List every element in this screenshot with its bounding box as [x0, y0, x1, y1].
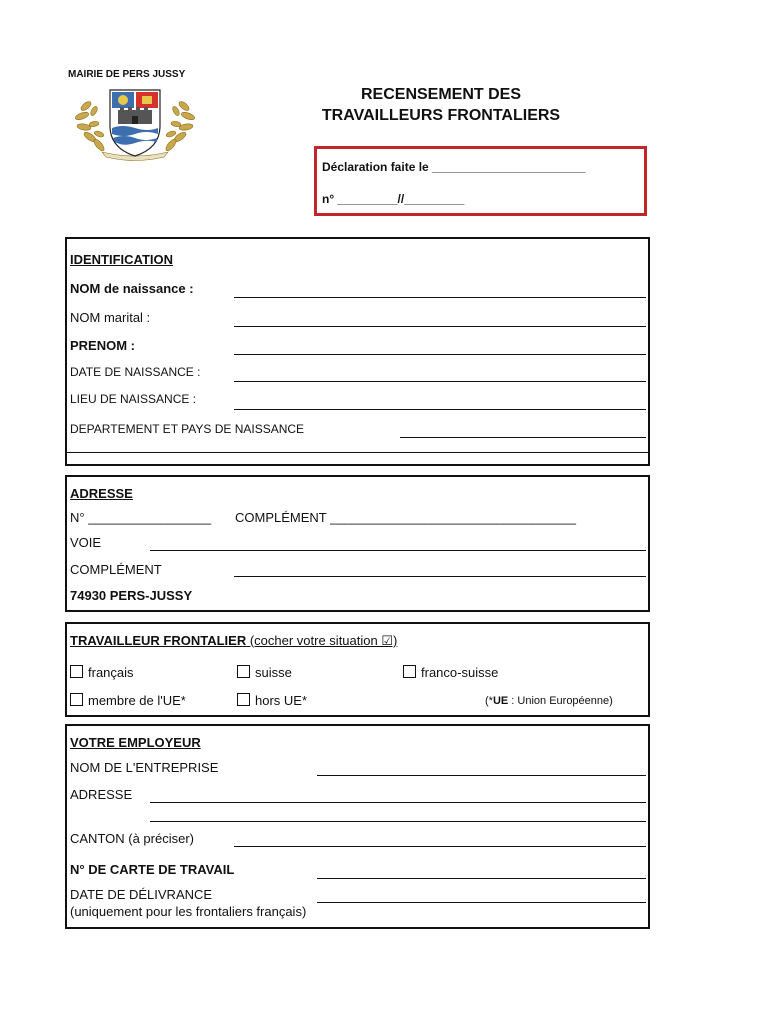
option-franco-suisse-label: franco-suisse	[421, 665, 499, 680]
option-membre-ue-label: membre de l'UE*	[88, 693, 186, 708]
checkbox-icon[interactable]	[237, 665, 250, 678]
option-francais-label: français	[88, 665, 134, 680]
ville-label: 74930 PERS-JUSSY	[70, 588, 193, 603]
nom-marital-label: NOM marital :	[70, 310, 151, 325]
entreprise-label: NOM DE L'ENTREPRISE	[70, 760, 219, 775]
voie-label: VOIE	[70, 535, 102, 550]
ue-note-text: : Union Européenne)	[508, 695, 613, 707]
pers-jussy-crest-logo	[72, 86, 198, 162]
adresse-title: ADRESSE	[70, 486, 133, 501]
adresse-complement-inline-field[interactable]: COMPLÉMENT __________________________________	[235, 510, 576, 525]
lieu-naissance-field[interactable]	[234, 409, 646, 410]
employeur-adresse-field-2[interactable]	[150, 821, 646, 822]
lieu-naissance-label: LIEU DE NAISSANCE :	[70, 392, 197, 406]
option-membre-ue[interactable]	[70, 693, 186, 708]
travailleur-heading	[70, 633, 397, 649]
prenom-label: PRENOM :	[70, 338, 135, 353]
identification-title: IDENTIFICATION	[70, 252, 174, 267]
declaration-number-field[interactable]: n° _________//_________	[322, 192, 465, 206]
option-hors-ue-label: hors UE*	[255, 693, 308, 708]
date-delivrance-field[interactable]	[317, 902, 646, 903]
travailleur-title: TRAVAILLEUR FRONTALIER	[70, 633, 247, 648]
adresse-numero-field[interactable]: N° _________________	[70, 510, 212, 525]
checkbox-icon[interactable]	[403, 665, 416, 678]
option-suisse-label: suisse	[255, 665, 292, 680]
section-divider	[67, 452, 648, 453]
identification-section	[65, 237, 650, 466]
option-hors-ue[interactable]	[237, 693, 307, 708]
date-delivrance-label: DATE DE DÉLIVRANCE	[70, 887, 213, 902]
voie-field[interactable]	[150, 550, 646, 551]
canton-label: CANTON (à préciser)	[70, 831, 195, 846]
option-franco-suisse[interactable]	[403, 665, 498, 680]
travailleur-instruction: (cocher votre situation ☑)	[246, 633, 398, 648]
nom-naissance-label: NOM de naissance :	[70, 281, 194, 296]
title-line-1: RECENSEMENT DES	[360, 86, 522, 103]
employeur-title: VOTRE EMPLOYEUR	[70, 735, 201, 750]
canton-field[interactable]	[234, 846, 646, 847]
date-naissance-label: DATE DE NAISSANCE :	[70, 365, 201, 379]
nom-marital-field[interactable]	[234, 326, 646, 327]
entreprise-field[interactable]	[317, 775, 646, 776]
option-francais[interactable]	[70, 665, 134, 680]
travailleur-section	[65, 622, 650, 717]
departement-label: DEPARTEMENT ET PAYS DE NAISSANCE	[70, 422, 305, 436]
checkbox-icon[interactable]	[70, 665, 83, 678]
employeur-section	[65, 724, 650, 929]
departement-field[interactable]	[400, 437, 646, 438]
ue-note-prefix: (*	[485, 695, 493, 707]
carte-travail-field[interactable]	[317, 878, 646, 879]
date-delivrance-note: (uniquement pour les frontaliers français)	[70, 904, 307, 919]
date-naissance-field[interactable]	[234, 381, 646, 382]
carte-travail-label: N° DE CARTE DE TRAVAIL	[70, 862, 235, 877]
ue-note	[485, 695, 613, 707]
declaration-date-field[interactable]: Déclaration faite le _______________________	[322, 160, 586, 174]
complement-label: COMPLÉMENT	[70, 562, 162, 577]
complement-field[interactable]	[234, 576, 646, 577]
ue-note-abbr: UE	[492, 695, 509, 707]
nom-naissance-field[interactable]	[234, 297, 646, 298]
mairie-label: MAIRIE DE PERS JUSSY	[68, 69, 186, 80]
option-suisse[interactable]	[237, 665, 292, 680]
checkbox-icon[interactable]	[70, 693, 83, 706]
form-title	[300, 84, 582, 126]
employeur-adresse-field[interactable]	[150, 802, 646, 803]
employeur-adresse-label: ADRESSE	[70, 787, 133, 802]
title-line-2: TRAVAILLEURS FRONTALIERS	[321, 107, 561, 124]
checkbox-icon[interactable]	[237, 693, 250, 706]
declaration-box	[314, 146, 647, 216]
prenom-field[interactable]	[234, 354, 646, 355]
adresse-section	[65, 475, 650, 612]
